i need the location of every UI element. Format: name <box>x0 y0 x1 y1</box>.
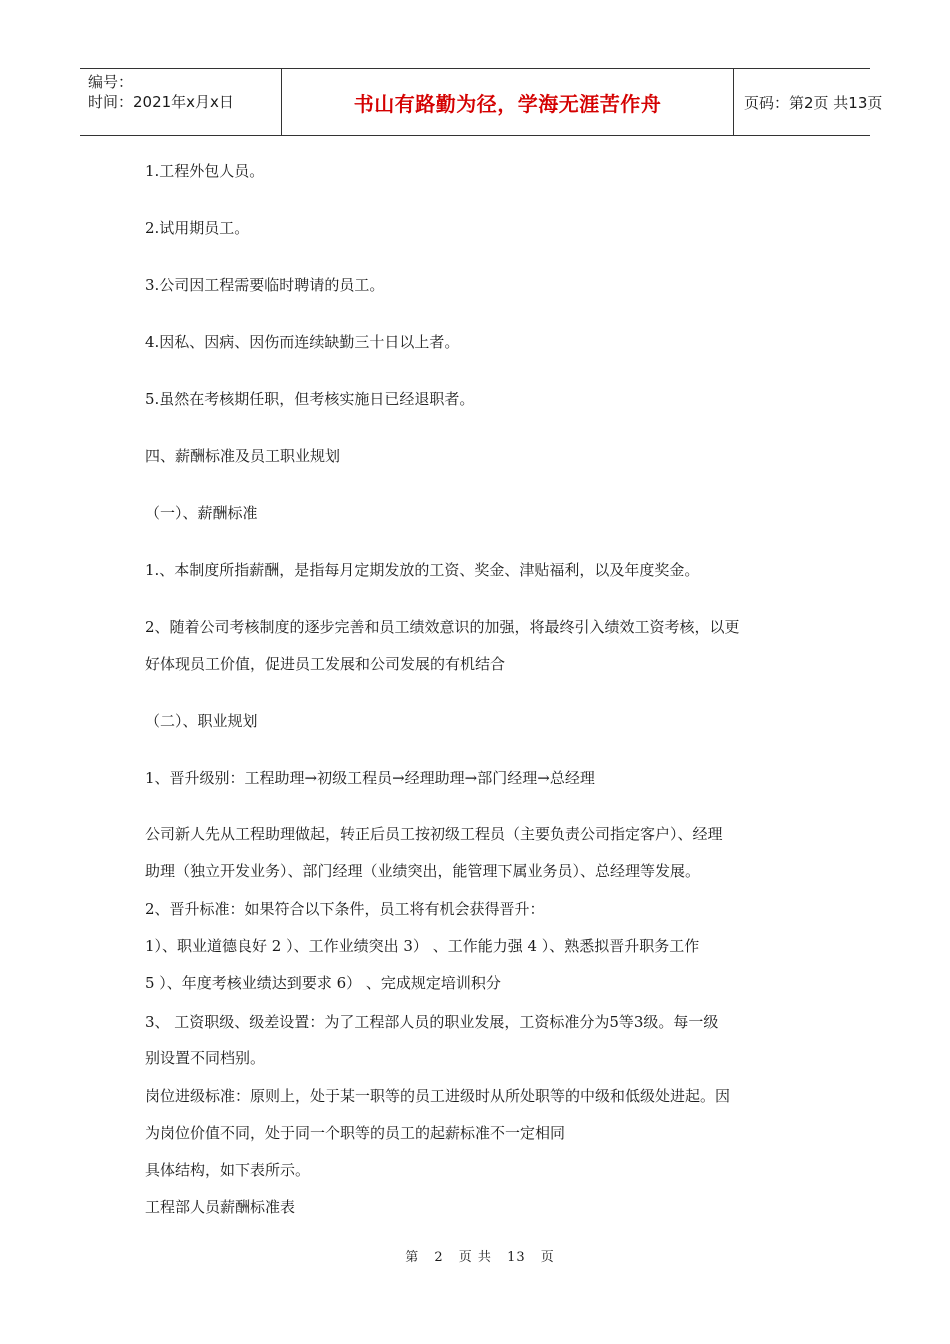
header-page-info: 页码：第2页 共13页 <box>744 93 883 112</box>
body-line: 具体结构，如下表所示。 <box>145 1161 311 1179</box>
body-line: 1）、职业道德良好 2 ）、工作业绩突出 3） 、工作能力强 4 ）、熟悉拟晋升职务工作 <box>145 937 700 955</box>
body-line: 1、晋升级别：工程助理→初级工程员→经理助理→部门经理→总经理 <box>145 769 595 787</box>
header-slogan: 书山有路勤为径，学海无涯苦作舟 <box>282 69 734 135</box>
body-line: 助理（独立开发业务）、部门经理（业绩突出，能管理下属业务员）、总经理等发展。 <box>145 862 701 880</box>
subsection-heading: （二）、职业规划 <box>145 712 258 730</box>
body-line: 3.公司因工程需要临时聘请的员工。 <box>145 276 385 294</box>
subsection-heading: （一）、薪酬标准 <box>145 504 258 522</box>
table-caption: 工程部人员薪酬标准表 <box>145 1198 296 1216</box>
page-footer <box>0 1246 950 1265</box>
body-line: 5 ）、年度考核业绩达到要求 6） 、完成规定培训积分 <box>145 974 501 992</box>
footer-page-prefix: 第 <box>405 1250 420 1265</box>
body-line: 2、晋升标准：如果符合以下条件，员工将有机会获得晋升： <box>145 900 545 918</box>
body-line: 2.试用期员工。 <box>145 219 250 237</box>
footer-page-suffix: 页 <box>540 1250 555 1265</box>
body-line: 别设置不同档别。 <box>145 1049 266 1067</box>
section-heading: 四、薪酬标准及员工职业规划 <box>145 447 341 465</box>
body-line: 岗位进级标准：原则上，处于某一职等的员工进级时从所处职等的中级和低级处进起。因 <box>145 1087 731 1105</box>
document-number-label: 编号： <box>88 73 134 91</box>
footer-page-mid: 页 共 <box>458 1250 492 1265</box>
body-line: 1.工程外包人员。 <box>145 162 265 180</box>
body-line: 1.、本制度所指薪酬，是指每月定期发放的工资、奖金、津贴福利，以及年度奖金。 <box>145 561 700 579</box>
header-meta <box>80 69 282 135</box>
footer-total-pages: 13 <box>507 1250 526 1265</box>
body-line: 好体现员工价值，促进员工发展和公司发展的有机结合 <box>145 655 506 673</box>
footer-page-number: 2 <box>434 1250 444 1265</box>
body-line: 为岗位价值不同，处于同一个职等的员工的起薪标准不一定相同 <box>145 1124 566 1142</box>
body-line: 2、随着公司考核制度的逐步完善和员工绩效意识的加强，将最终引入绩效工资考核，以更 <box>145 618 740 636</box>
body-line: 公司新人先从工程助理做起，转正后员工按初级工程员（主要负责公司指定客户）、经理 <box>145 825 723 843</box>
document-date: 时间：2021年x月x日 <box>88 93 234 111</box>
body-line: 5.虽然在考核期任职，但考核实施日已经退职者。 <box>145 390 475 408</box>
body-line: 4.因私、因病、因伤而连续缺勤三十日以上者。 <box>145 333 460 351</box>
page-header <box>80 68 883 136</box>
body-line: 3、 工资职级、级差设置：为了工程部人员的职业发展，工资标准分为5等3级。每一级 <box>145 1013 719 1031</box>
